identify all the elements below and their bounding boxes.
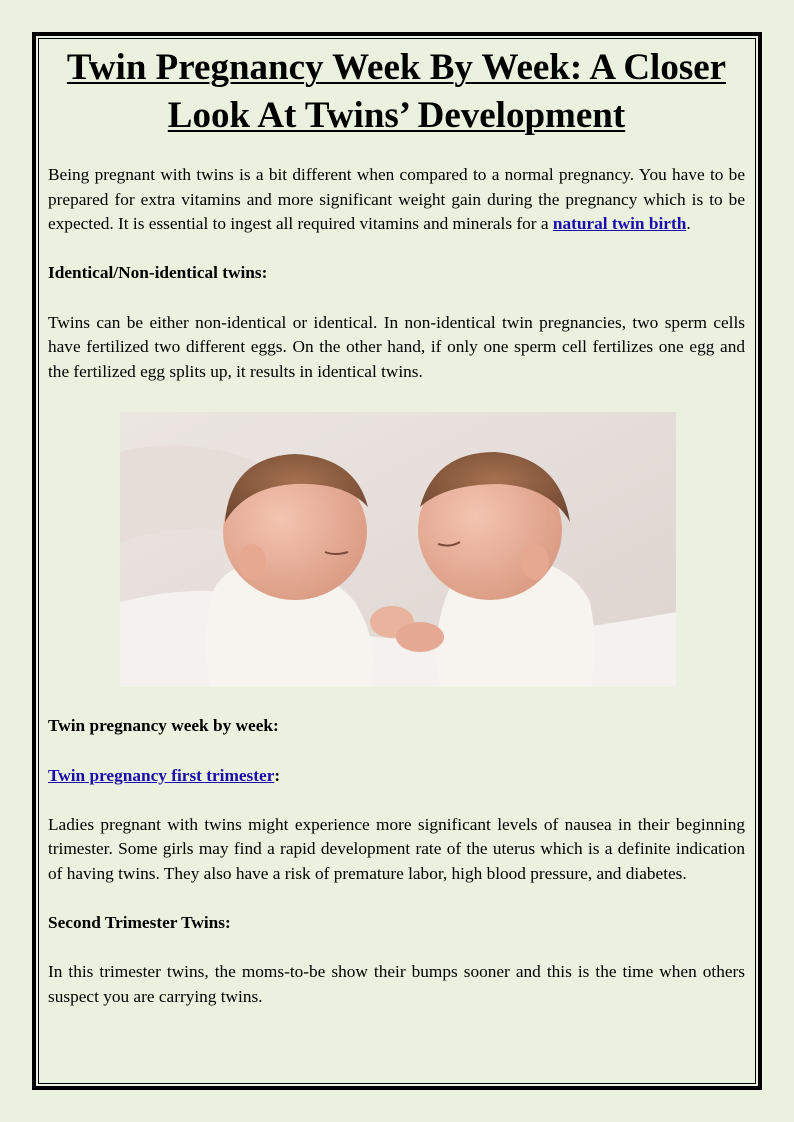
article [48,44,745,1009]
first-trimester-link[interactable]: Twin pregnancy first trimester [48,765,275,785]
intro-paragraph [48,163,745,237]
first-trimester-colon: : [274,765,281,785]
first-trimester-paragraph: Ladies pregnant with twins might experience more significant levels of nausea in their beginning trimester. Some girls may find a rapid development rate of the uterus which is a definite indication of having twins. They also have a risk of premature labor, high blood pressure, and diabetes. [48,814,745,883]
article-title: Twin Pregnancy Week By Week: A Closer Look At Twins’ Development [66,47,727,136]
intro-text-end: . [686,214,691,234]
week-by-week-heading: Twin pregnancy week by week: [48,716,279,736]
second-trimester-paragraph: In this trimester twins, the moms-to-be show their bumps sooner and this is the time when others suspect you are carrying twins. [48,962,745,1006]
identical-heading: Identical/Non-identical twins: [48,263,268,283]
sleeping-twin-babies-photo [120,412,676,687]
second-trimester-heading: Second Trimester Twins: [48,913,231,933]
natural-twin-birth-link[interactable]: natural twin birth [552,214,687,234]
first-trimester-heading [48,764,745,789]
intro-text: Being pregnant with twins is a bit different when compared to a normal pregnancy. You have to be prepared for extra vitamins and more significant weight gain during the pregnancy which is to be expected. It is essential to ingest all required vitamins and minerals for a [48,165,745,234]
identical-paragraph: Twins can be either non-identical or identical. In non-identical twin pregnancies, two sperm cells have fertilized two different eggs. On the other hand, if only one sperm cell fertilizes one egg and the fertilized egg splits up, it results in identical twins. [48,312,745,381]
